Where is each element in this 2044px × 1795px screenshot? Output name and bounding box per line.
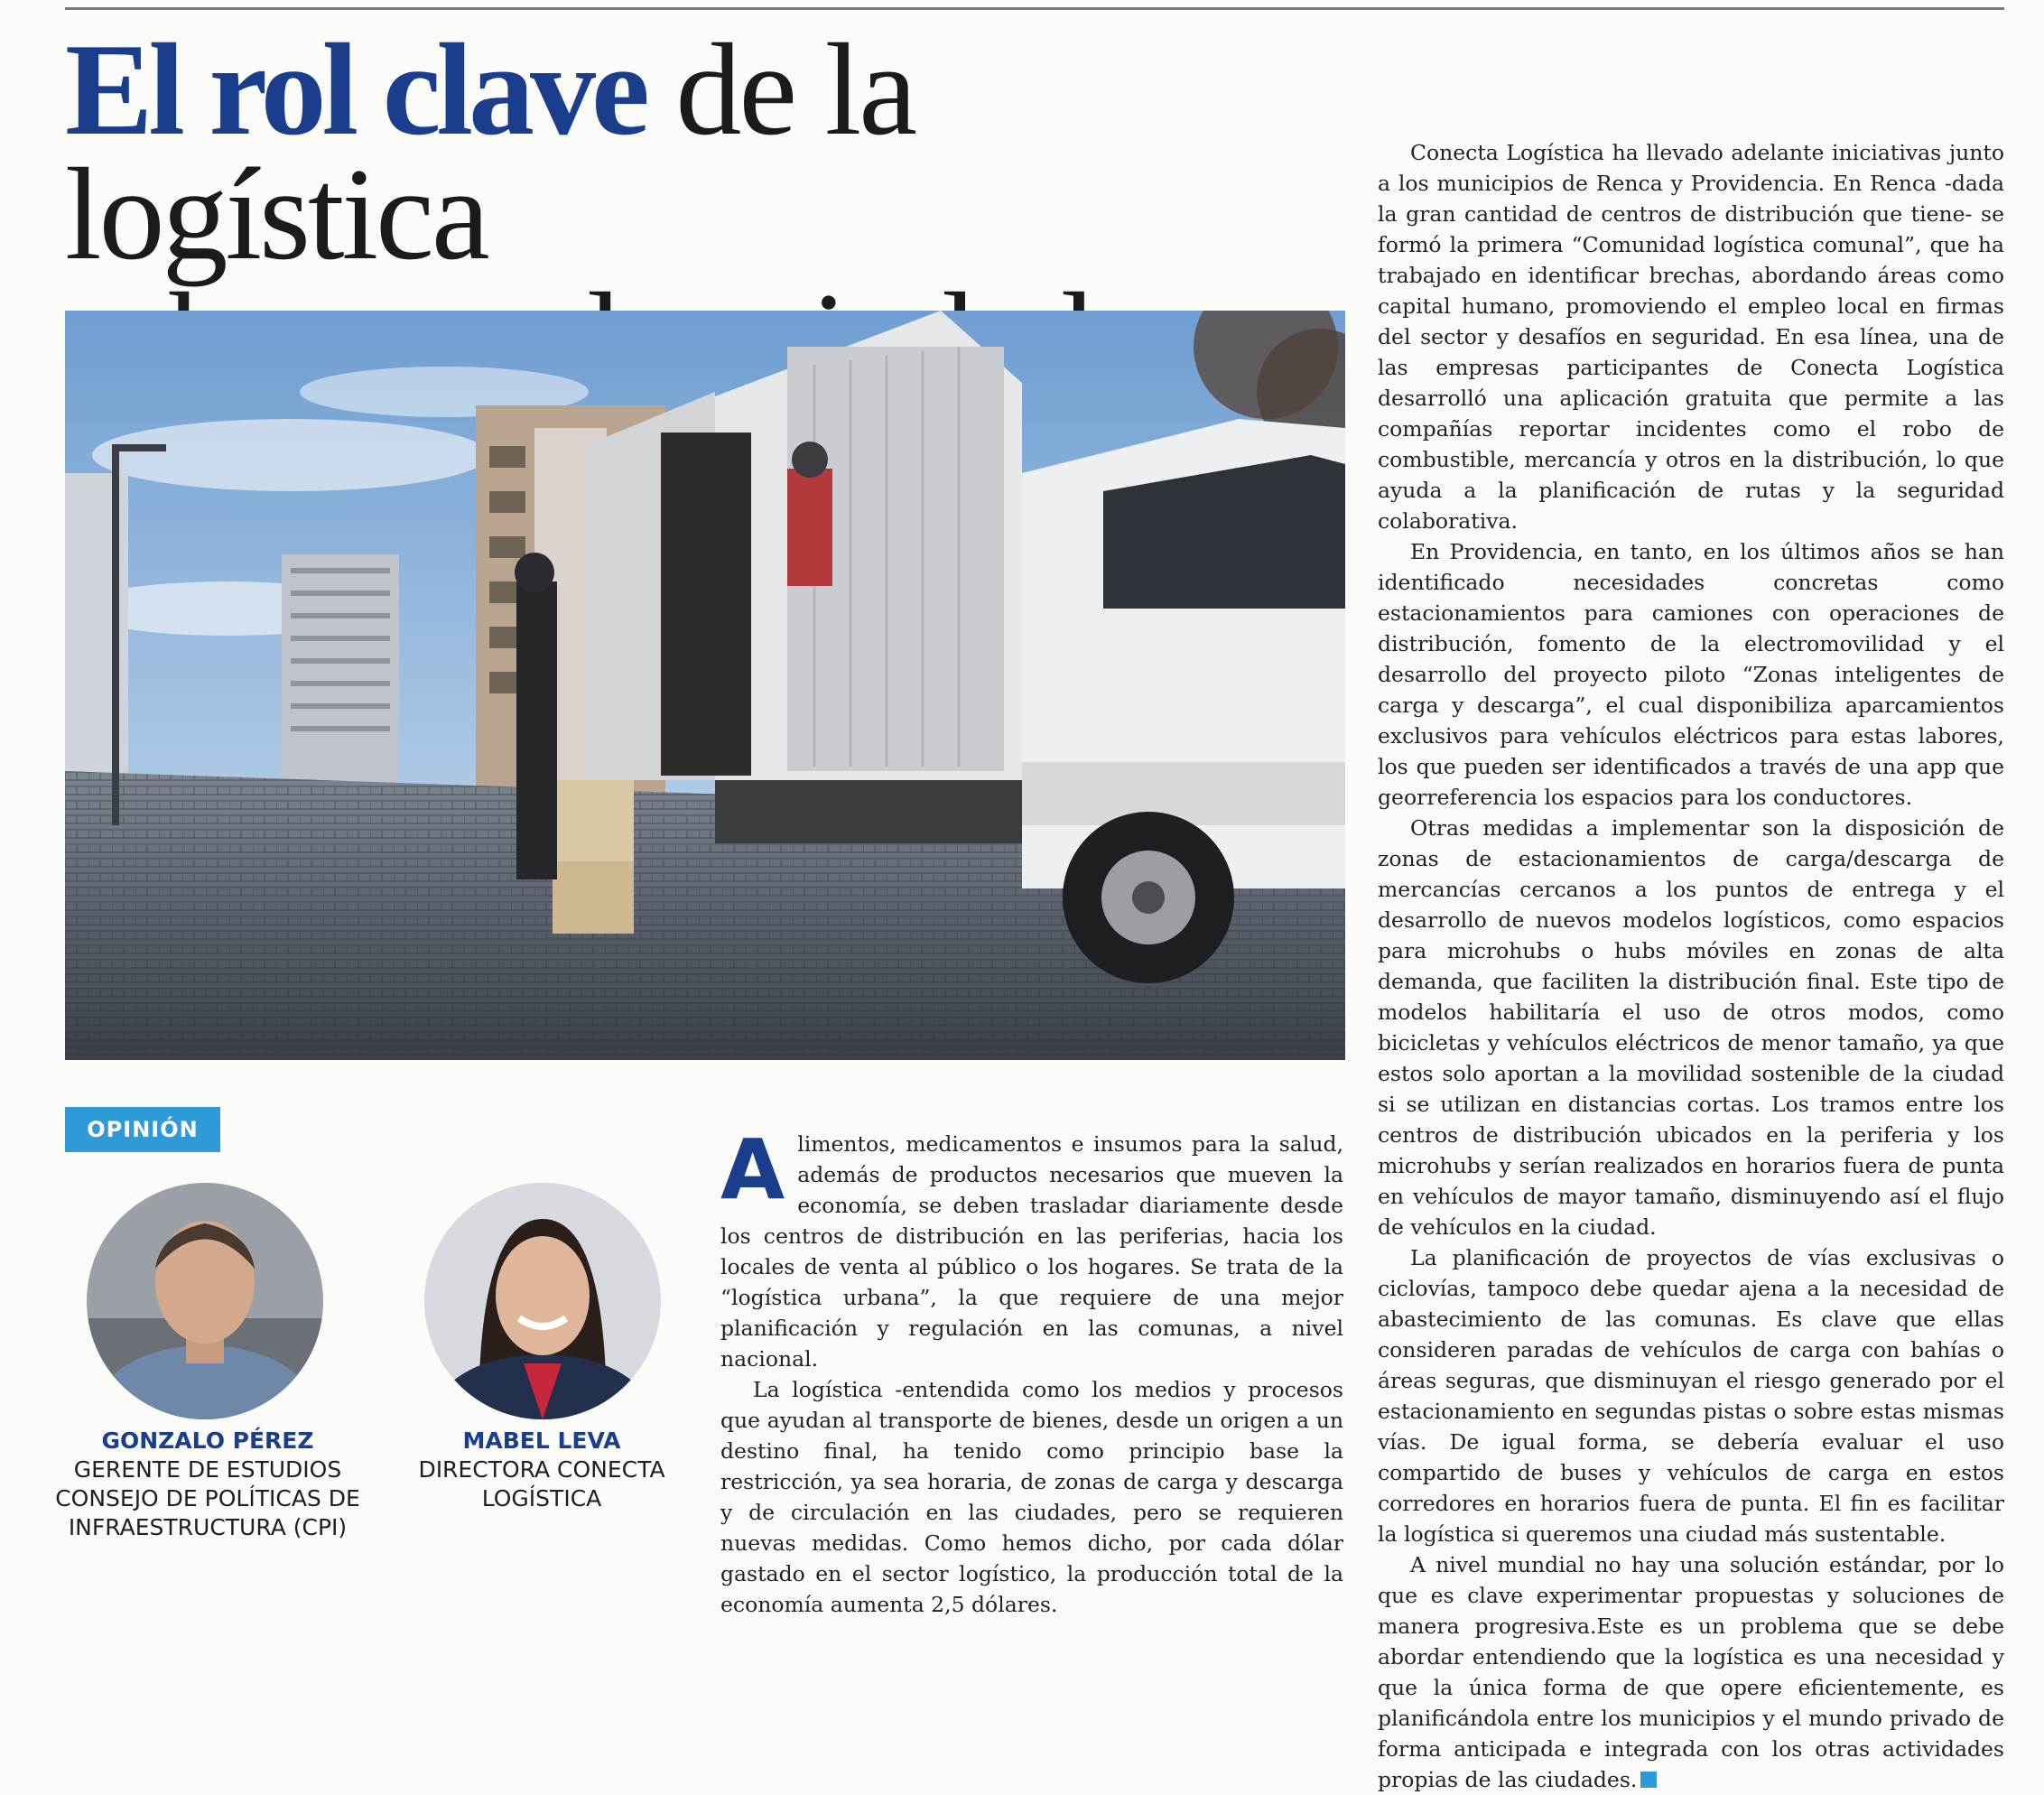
author-name: GONZALO PÉREZ	[101, 1428, 314, 1454]
headline-rest: de la logística	[65, 16, 915, 287]
article-column-2	[1378, 137, 2004, 1795]
article-paragraph: Otras medidas a implementar son la disposición de zonas de estacionamientos de carga/descarga de mercancías cercanos a los puntos de entrega y el desarrollo de nuevos modelos logísticos, como espacios para microhubs o hubs móviles en zonas de alta demanda, que faciliten la distribución final. Este tipo de modelos habilitaría el uso de otros modos, como bicicletas y vehículos eléctricos de menor tamaño, ya que estos solo aportan a la movilidad sostenible de la ciudad si se utilizan en distancias cortas. Los tramos entre los centros de distribución ubicados en la periferia y los microhubs y serían realizados en horarios fuera de punta en vehículos de mayor tamaño, disminuyendo así el flujo de vehículos en la ciudad.	[1378, 815, 2004, 1240]
author-credit-gonzalo	[54, 1427, 361, 1542]
author-name: MABEL LEVA	[462, 1428, 621, 1454]
delivery-truck-illustration	[65, 311, 1345, 1060]
paragraph-text: A nivel mundial no hay una solución estándar, por lo que es clave experimentar propuestas y soluciones de manera progresiva.Este es un problema que se debe abordar entendiendo que la logística es una necesidad y que la única forma de que opere eficientemente, es planificándola entre los municipios y el mundo privado de forma anticipada e integrada con los otras actividades propias de las ciudades.	[1378, 1552, 2004, 1792]
end-mark-icon	[1640, 1772, 1657, 1788]
article-paragraph	[1378, 1549, 2004, 1795]
paragraph-text: limentos, medicamentos e insumos para la salud, además de productos necesarios que mueven la economía, se deben trasladar diariamente desde los centros de distribución en las periferias, hacia los locales de venta al público o los hogares. Se trata de la “logística urbana”, la que requiere de una mejor planificación y regulación en las comunas, a nivel nacional.	[720, 1131, 1343, 1372]
author-title-line: GERENTE DE ESTUDIOS	[73, 1456, 342, 1483]
avatar	[424, 1183, 661, 1419]
section-tag: OPINIÓN	[65, 1107, 220, 1152]
headline-accent: El rol clave	[65, 16, 646, 163]
avatar	[87, 1183, 323, 1419]
top-rule	[65, 7, 2004, 10]
article-column-1	[720, 1121, 1343, 1620]
article-paragraph: La logística -entendida como los medios y procesos que ayudan al transporte de bienes, desde un origen a un destino final, ha tenido como principio base la restricción, ya sea horaria, de zonas de carga y descarga y de circulación en las ciudades, pero se requieren nuevas medidas. Como hemos dicho, por cada dólar gastado en el sector logístico, la producción total de la economía aumenta 2,5 dólares.	[720, 1377, 1343, 1617]
article-paragraph: En Providencia, en tanto, en los últimos años se han identificado necesidades concretas como estacionamientos para camiones con operaciones de distribución, fomento de la electromovilidad y el desarrollo del proyecto piloto “Zonas inteligentes de carga y descarga”, el cual disponibiliza aparcamientos exclusivos para vehículos eléctricos para estas labores, los que pueden ser identificados a través de una app que georreferencia los espacios para los conductores.	[1378, 539, 2004, 810]
drop-cap: A	[720, 1121, 785, 1218]
main-photo	[65, 311, 1345, 1060]
article-paragraph	[720, 1121, 1343, 1374]
author-title-line: INFRAESTRUCTURA (CPI)	[68, 1514, 348, 1540]
author-photo-mabel	[424, 1183, 661, 1419]
author-photo-gonzalo	[87, 1183, 323, 1419]
author-title-line: CONSEJO DE POLÍTICAS DE	[55, 1485, 360, 1511]
article-paragraph: La planificación de proyectos de vías exclusivas o ciclovías, tampoco debe quedar ajena a la necesidad de abastecimiento de las comunas. Es clave que ellas consideren paradas de vehículos de carga con bahías o áreas seguras, que disminuyan el riesgo generado por el estacionamiento en segundas pistas o sobre estas mismas vías. De igual forma, se debería evaluar el uso compartido de buses y vehículos de carga en estos corredores en horarios fuera de punta. El fin es facilitar la logística si queremos una ciudad más sustentable.	[1378, 1245, 2004, 1547]
author-title-line: DIRECTORA CONECTA	[418, 1456, 665, 1483]
author-title-line: LOGÍSTICA	[481, 1485, 602, 1511]
article-paragraph: Conecta Logística ha llevado adelante iniciativas junto a los municipios de Renca y Providencia. En Renca -dada la gran cantidad de centros de distribución que tiene- se formó la primera “Comunidad logística comunal”, que ha trabajado en identificar brechas, abordando áreas como capital humano, promoviendo el empleo local en firmas del sector y desafíos en seguridad. En esa línea, una de las empresas participantes de Conecta Logística desarrolló una aplicación gratuita que permite a las compañías reportar incidentes como el robo de combustible, mercancía y otros en la distribución, lo que ayuda a la planificación de rutas y la seguridad colaborativa.	[1378, 140, 2004, 534]
author-credit-mabel	[397, 1427, 686, 1513]
